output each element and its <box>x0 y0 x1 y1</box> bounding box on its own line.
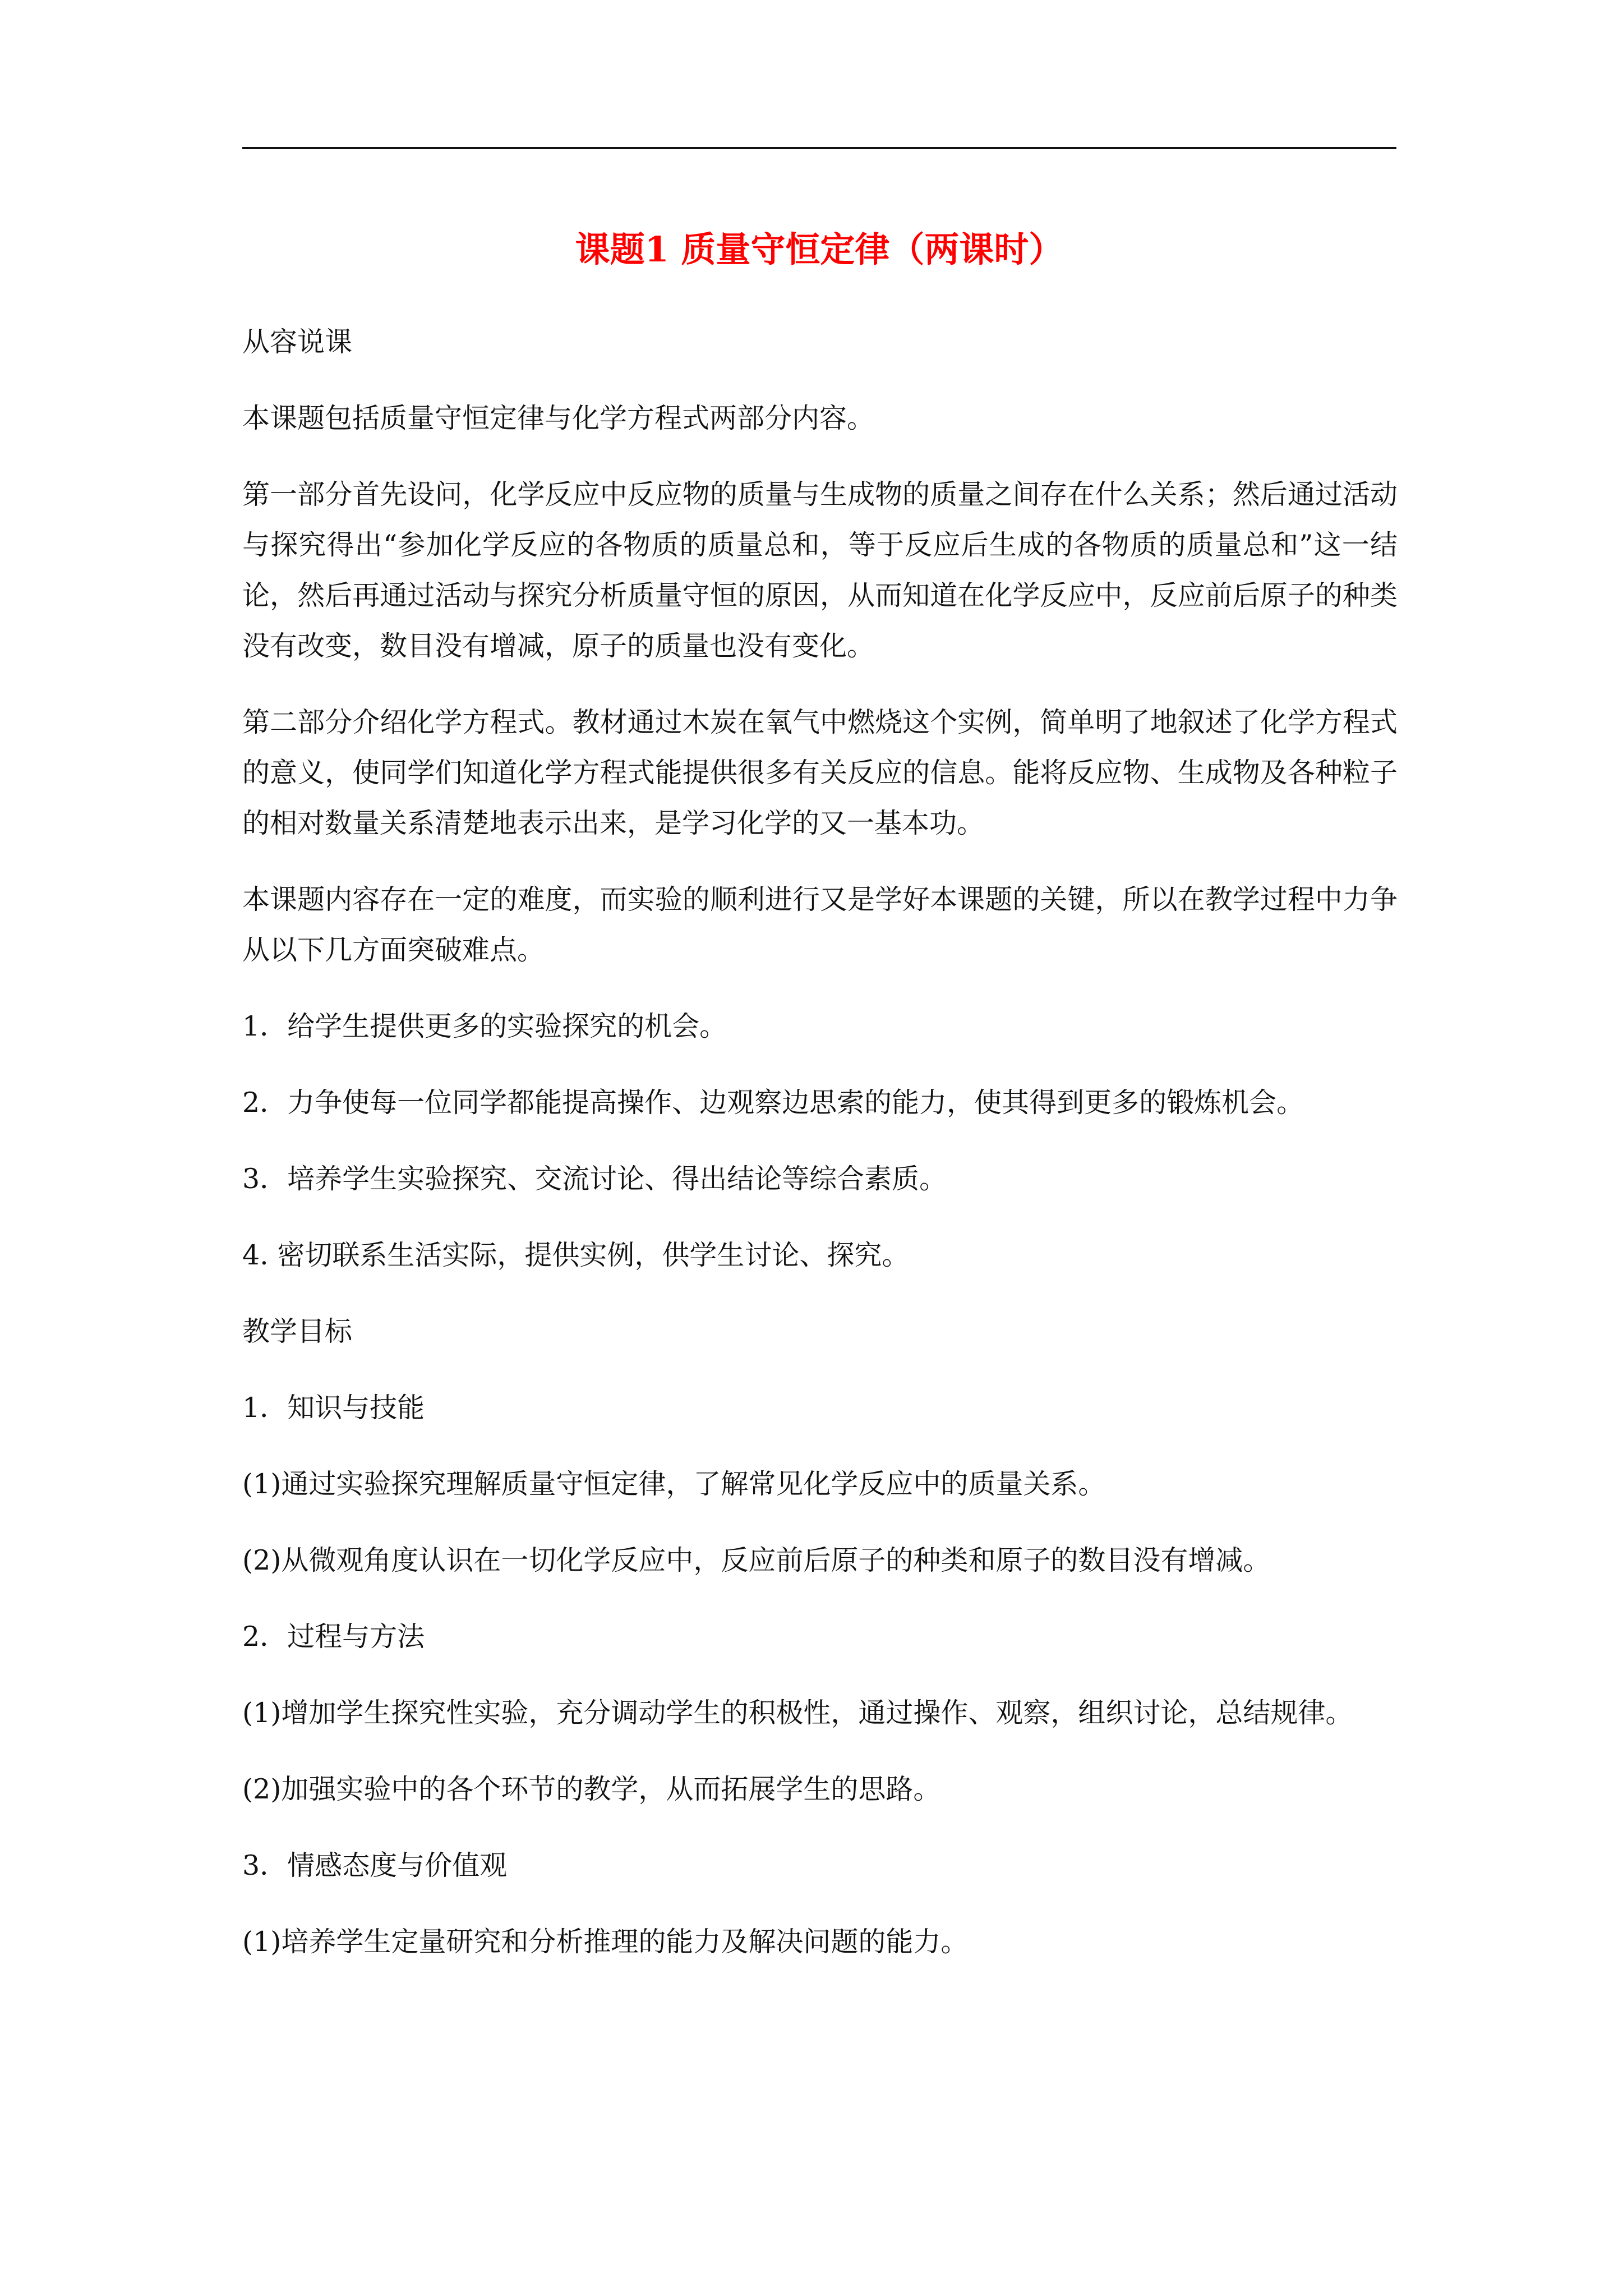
paragraph-part-two: 第二部分介绍化学方程式。教材通过木炭在氧气中燃烧这个实例，简单明了地叙述了化学方程式的意义，使同学们知道化学方程式能提供很多有关反应的信息。能将反应物、生成物及各种粒子的相对数量关系清楚地表示出来，是学习化学的又一基本功。 <box>242 706 1398 839</box>
goal-knowledge-1: (1)通过实验探究理解质量守恒定律，了解常见化学反应中的质量关系。 <box>242 1468 1106 1500</box>
section-heading-shuoke: 从容说课 <box>242 326 353 358</box>
goal-heading-attitude: 3．情感态度与价值观 <box>242 1849 508 1881</box>
list-item-3: 3．培养学生实验探究、交流讨论、得出结论等综合素质。 <box>242 1163 947 1195</box>
paragraph-intro: 本课题包括质量守恒定律与化学方程式两部分内容。 <box>242 402 875 434</box>
goal-process-1: (1)增加学生探究性实验，充分调动学生的积极性，通过操作、观察，组织讨论，总结规律。 <box>242 1697 1353 1729</box>
header-rule <box>242 147 1396 149</box>
paragraph-part-one: 第一部分首先设问，化学反应中反应物的质量与生成物的质量之间存在什么关系；然后通过活动与探究得出“参加化学反应的各物质的质量总和，等于反应后生成的各物质的质量总和”这一结论，然后再通过活动与探究分析质量守恒的原因，从而知道在化学反应中，反应前后原子的种类没有改变，数目没有增减，原子的质量也没有变化。 <box>242 478 1398 662</box>
goal-process-2: (2)加强实验中的各个环节的教学，从而拓展学生的思路。 <box>242 1773 941 1805</box>
document-title: 课题1 质量守恒定律（两课时） <box>575 229 1064 270</box>
section-heading-goals: 教学目标 <box>242 1315 353 1347</box>
goal-heading-process: 2．过程与方法 <box>242 1621 425 1653</box>
goal-heading-knowledge: 1．知识与技能 <box>242 1392 425 1424</box>
goal-knowledge-2: (2)从微观角度认识在一切化学反应中，反应前后原子的种类和原子的数目没有增减。 <box>242 1544 1271 1576</box>
paragraph-difficulty: 本课题内容存在一定的难度，而实验的顺利进行又是学好本课题的关键，所以在教学过程中力争从以下几方面突破难点。 <box>242 884 1398 966</box>
list-item-1: 1．给学生提供更多的实验探究的机会。 <box>242 1010 727 1042</box>
list-item-2: 2．力争使每一位同学都能提高操作、边观察边思索的能力，使其得到更多的锻炼机会。 <box>242 1087 1304 1119</box>
list-item-4: 4. 密切联系生活实际，提供实例，供学生讨论、探究。 <box>242 1239 910 1271</box>
goal-attitude-1: (1)培养学生定量研究和分析推理的能力及解决问题的能力。 <box>242 1926 969 1958</box>
document-body <box>242 317 1403 1993</box>
